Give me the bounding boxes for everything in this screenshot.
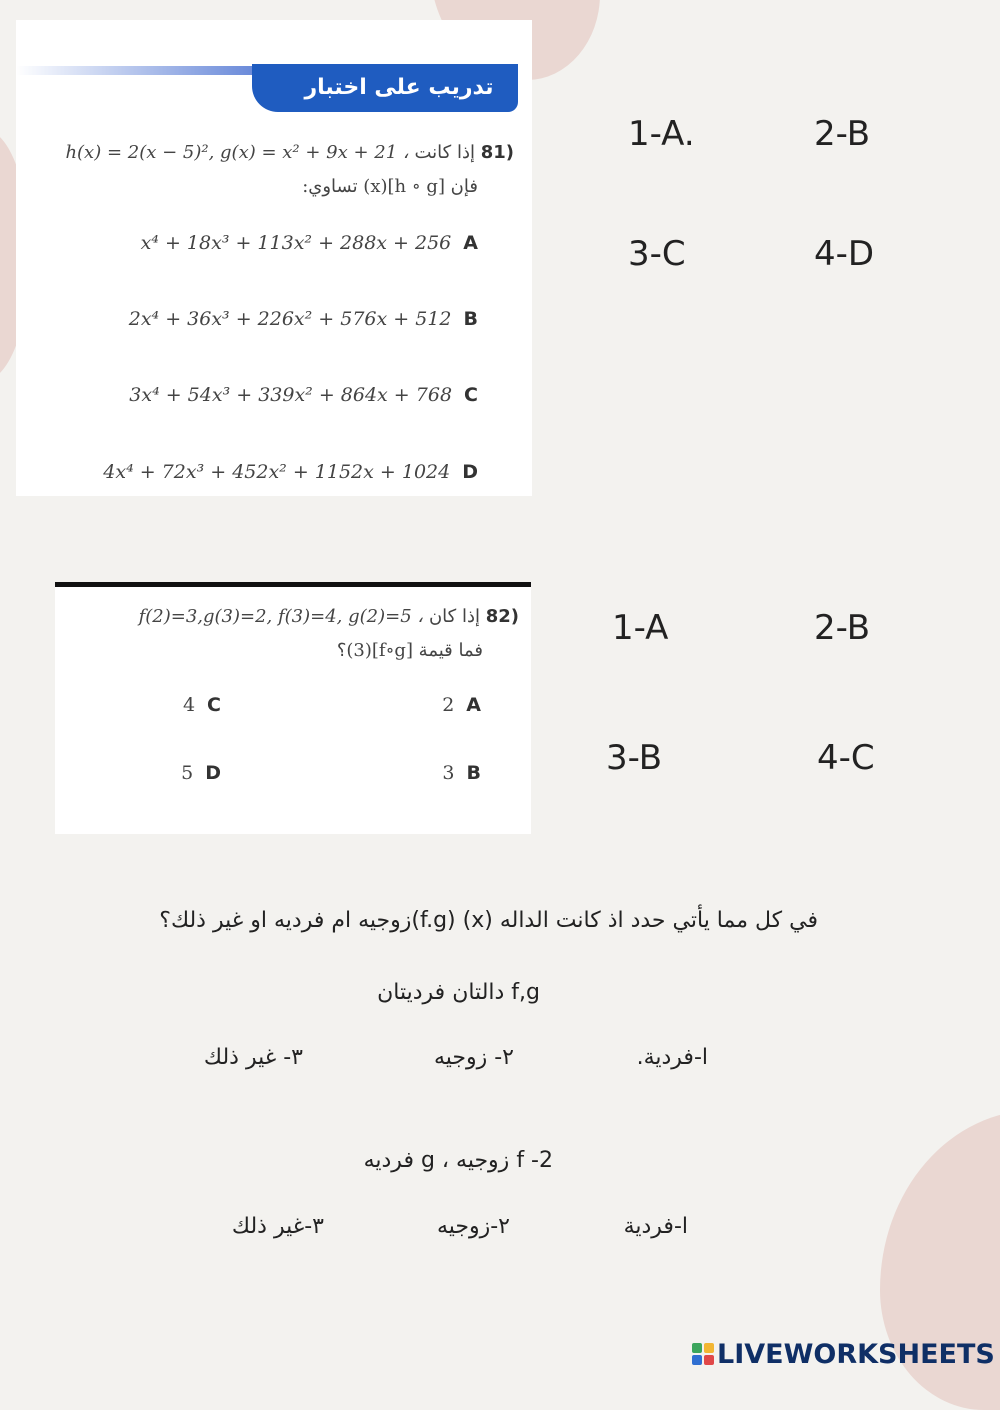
answer-box-1b[interactable]: 2-B xyxy=(814,114,871,154)
answer-box-2d[interactable]: 4-C xyxy=(817,738,875,778)
answer-box-2a[interactable]: 1-A xyxy=(612,608,669,648)
option-letter: D xyxy=(462,461,478,483)
option-a xyxy=(141,232,478,254)
option-value: 5 xyxy=(181,762,194,784)
question-81-line1 xyxy=(65,142,514,163)
question-math: h(x) = 2(x − 5)², g(x) = x² + 9x + 21 ، xyxy=(65,142,409,163)
option-expression: 4x⁴ + 72x³ + 452x² + 1152x + 1024 xyxy=(103,461,451,483)
option-c xyxy=(129,384,478,406)
option-value: 4 xyxy=(182,694,196,716)
question-text: إذا كان xyxy=(428,606,480,627)
divider-rule xyxy=(55,582,531,587)
option-expression: 2x⁴ + 36x³ + 226x² + 576x + 512 xyxy=(128,308,452,330)
banner-stripe xyxy=(16,66,276,75)
option-expression: x⁴ + 18x³ + 113x² + 288x + 256 xyxy=(140,232,452,254)
option-value: 2 xyxy=(442,694,455,716)
option-c xyxy=(183,694,221,716)
answer-box-2b[interactable]: 2-B xyxy=(814,608,871,648)
case2-choice-1[interactable]: ا-فردية xyxy=(623,1214,688,1239)
option-b xyxy=(442,762,481,784)
case1-choice-3[interactable]: ٣- غير ذلك xyxy=(203,1045,303,1070)
answer-box-1c[interactable]: 3-C xyxy=(628,234,686,274)
option-expression: 3x⁴ + 54x³ + 339x² + 864x + 768 xyxy=(129,384,453,406)
option-d xyxy=(181,762,221,784)
question-82-panel xyxy=(55,582,531,834)
option-letter: C xyxy=(464,384,478,406)
question-81-panel xyxy=(16,20,532,496)
test-practice-banner xyxy=(16,64,518,112)
option-a xyxy=(442,694,481,716)
banner-title: تدريب على اختبار xyxy=(304,75,494,100)
option-letter: A xyxy=(466,694,481,716)
option-d xyxy=(103,461,478,483)
option-letter: D xyxy=(205,762,221,784)
option-b xyxy=(129,308,478,330)
logo-text: LIVEWORKSHEETS xyxy=(717,1338,995,1370)
option-value: 3 xyxy=(442,762,455,784)
answer-box-1d[interactable]: 4-D xyxy=(814,234,875,274)
answer-box-1a[interactable]: 1-A. xyxy=(628,114,695,154)
option-letter: A xyxy=(463,232,478,254)
case1-title: f,g دالتان فرديتان xyxy=(377,980,540,1005)
case2-choice-3[interactable]: ٣-غير ذلك xyxy=(231,1214,324,1239)
question-82-line1 xyxy=(139,606,519,627)
case2-choice-2[interactable]: ٢-زوجيه xyxy=(436,1214,510,1239)
question-number: (81 xyxy=(480,142,514,163)
question-math: f(2)=3,g(3)=2, f(3)=4, g(2)=5 ، xyxy=(138,606,424,627)
section-instruction: في كل مما يأتي حدد اذ كانت الداله (x) (f.g)زوجيه ام فرديه او غير ذلك؟ xyxy=(159,908,818,933)
logo-mark-icon xyxy=(692,1343,714,1365)
case1-choice-2[interactable]: ٢- زوجيه xyxy=(433,1045,514,1070)
answer-box-2c[interactable]: 3-B xyxy=(606,738,663,778)
case1-choice-1[interactable]: ا-فردية. xyxy=(636,1045,708,1070)
case2-title: 2- f زوجيه ، g فرديه xyxy=(363,1148,553,1173)
option-letter: B xyxy=(463,308,478,330)
question-number: (82 xyxy=(485,606,519,627)
question-82-line2: فما قيمة [f∘g](3)؟ xyxy=(336,640,483,661)
question-text: إذا كانت xyxy=(414,142,475,163)
liveworksheets-logo xyxy=(692,1334,995,1374)
option-letter: B xyxy=(466,762,481,784)
option-letter: C xyxy=(207,694,221,716)
question-81-line2: فإن [h ∘ g](x) تساوي: xyxy=(302,176,478,197)
